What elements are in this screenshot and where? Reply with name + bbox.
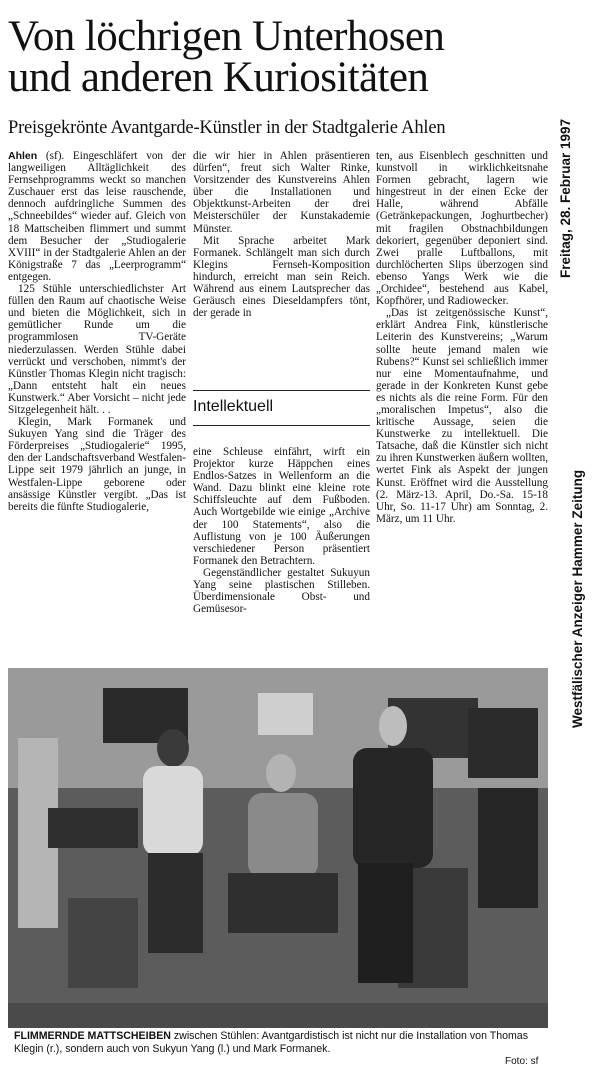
headline-line-1: Von löchrigen Unterhosen [8,13,445,60]
article-column-3 [376,150,548,665]
paragraph-text: (sf). Eingeschläfert von der langweiligen Alltäglichkeit des Fernsehprogramms weckt so manchen Zuschauer erst das leise rauschende, dennoch aufdringliche Summen des „Schneebildes“ wieder auf. Gleich von 18 Mattscheiben flimmert und summt dem Besucher der „Studiogalerie XVIII“ in der Stadtgalerie Ahlen an der Königstraße 7 das „Leerprogramm“ entgegen. [8,150,186,283]
column-2-lower [193,446,370,615]
paragraph: die wir hier in Ahlen präsentieren dürfen“, freut sich Walter Rinke, Vorsitzender des Kunstvereins Ahlen über die Installationen und Objektkunst-Arbeiten der drei Meisterschüler der Kunstakademie Münster. [193,150,370,235]
vertical-sidebar [556,10,590,1070]
dateline: Ahlen [8,150,38,162]
photo-credit: Foto: sf [505,1056,539,1067]
paragraph: Gegenständlicher gestaltet Sukuyun Yang seine plastischen Stilleben. Überdimensionale Obst- und Gemüsesor- [193,566,370,616]
headline [8,13,548,101]
paragraph: ten, aus Eisenblech geschnitten und kunstvoll in wirklichkeitsnahe Formen gebracht, lagern wie hingestreut in der einen Ecke der Halle, während Abfälle (Getränkepackungen, Joghurtbecher) mit fragilen Obstnachbildungen dekoriert, gegenüber deponiert sind. Zwei pralle Luftballons, mit durchlöcherten Slips überzogen sind ebenso Yangs Werk wie die „Orchidee“, bestehend aus Kabel, Kopfhörer, und Radiowecker. [376,150,548,308]
photo-illustration [8,668,548,1028]
photo-caption [14,1030,554,1056]
column-2-upper [193,150,370,380]
article-photo [8,668,548,1028]
article-column-2 [193,150,370,665]
paragraph: Mit Sprache arbeitet Mark Formanek. Schlängelt man sich durch Klegins Fernseh-Komposition hindurch, erreicht man sein Reich. Während aus einem Lautsprecher das Geräusch eines Dieseldampfers tönt, der gerade in [193,234,370,320]
paragraph: Klegin, Mark Formanek und Sukuyen Yang sind die Träger des Förderpreises „Studiogalerie“ 1995, den der Landschaftsverband Westfalen-Lippe seit 1979 jährlich an junge, in Westfalen-Lippe geborene oder ansässige Künstler vergibt. „Das ist bereits die fünfte Studiogalerie, [8,416,186,513]
intertitle: Intellektuell [193,390,370,426]
headline-line-2: und anderen Kuriositäten [8,54,429,101]
issue-date: Freitag, 28. Februar 1997 [558,118,573,278]
caption-text: zwischen Stühlen: Avantgardistisch ist nicht nur die Installation von Thomas Klegin (r.), sondern auch von Sukyun Yang (l.) und Mark Formanek. [14,1030,528,1055]
paragraph: „Das ist zeitgenössische Kunst“, erklärt Andrea Fink, künstlerische Leiterin des Kunstvereins; „Warum sollte heute jemand malen wie Rubens?“ Kunst sei schließlich immer nur eine Momentaufnahme, und gerade in der Konkreten Kunst gebe es nichts als die reine Form. Für den „moralischen Impetus“, also die kritische Aussage, seien die Kunstwerke zu intellektuell. Die Tatsache, daß die Künstler sich nicht zu ihren Kunstwerken äußern wollten, wertet Fink als Aspekt der jungen Kunst. Eröffnet wird die Ausstellung (2. März-13. April, Do.-Sa. 15-18 Uhr, So. 11-17 Uhr) am Sonntag, 2. März, um 11 Uhr. [376,307,548,525]
paragraph: eine Schleuse einfährt, wirft ein Projektor kurze Häppchen eines Endlos-Satzes in Wellenform an die Wand. Dazu blinkt eine kleine rote Schiffsleuchte auf dem Fußboden. Auch Wortgebilde wie einige „Archive der 100 Statements“, also die Auflistung von je 100 Äußerungen verschiedener Person präsentiert Formanek den Betrachtern. [193,446,370,567]
subheadline: Preisgekrönte Avantgarde-Künstler in der Stadtgalerie Ahlen [8,118,446,138]
newspaper-name: Westfälischer Anzeiger Hammer Zeitung [570,469,585,728]
paragraph: 125 Stühle unterschiedlichster Art füllen den Raum auf chaotische Weise und bieten die Möglichkeit, sich in gemütlicher Runde um die programmlosen TV-Geräte niederzulassen. Werden Stühle dabei verrückt und verschoben, nimmt's der Künstler Thomas Klegin nicht tragisch: „Dann entsteht halt ein neues Kunstwerk.“ Aber Vorsicht – nicht jede Sitzgelegenheit hält. . . [8,283,186,416]
article-column-1 [8,150,186,665]
paragraph [8,150,186,283]
caption-lead: FLIMMERNDE MATTSCHEIBEN [14,1030,171,1042]
